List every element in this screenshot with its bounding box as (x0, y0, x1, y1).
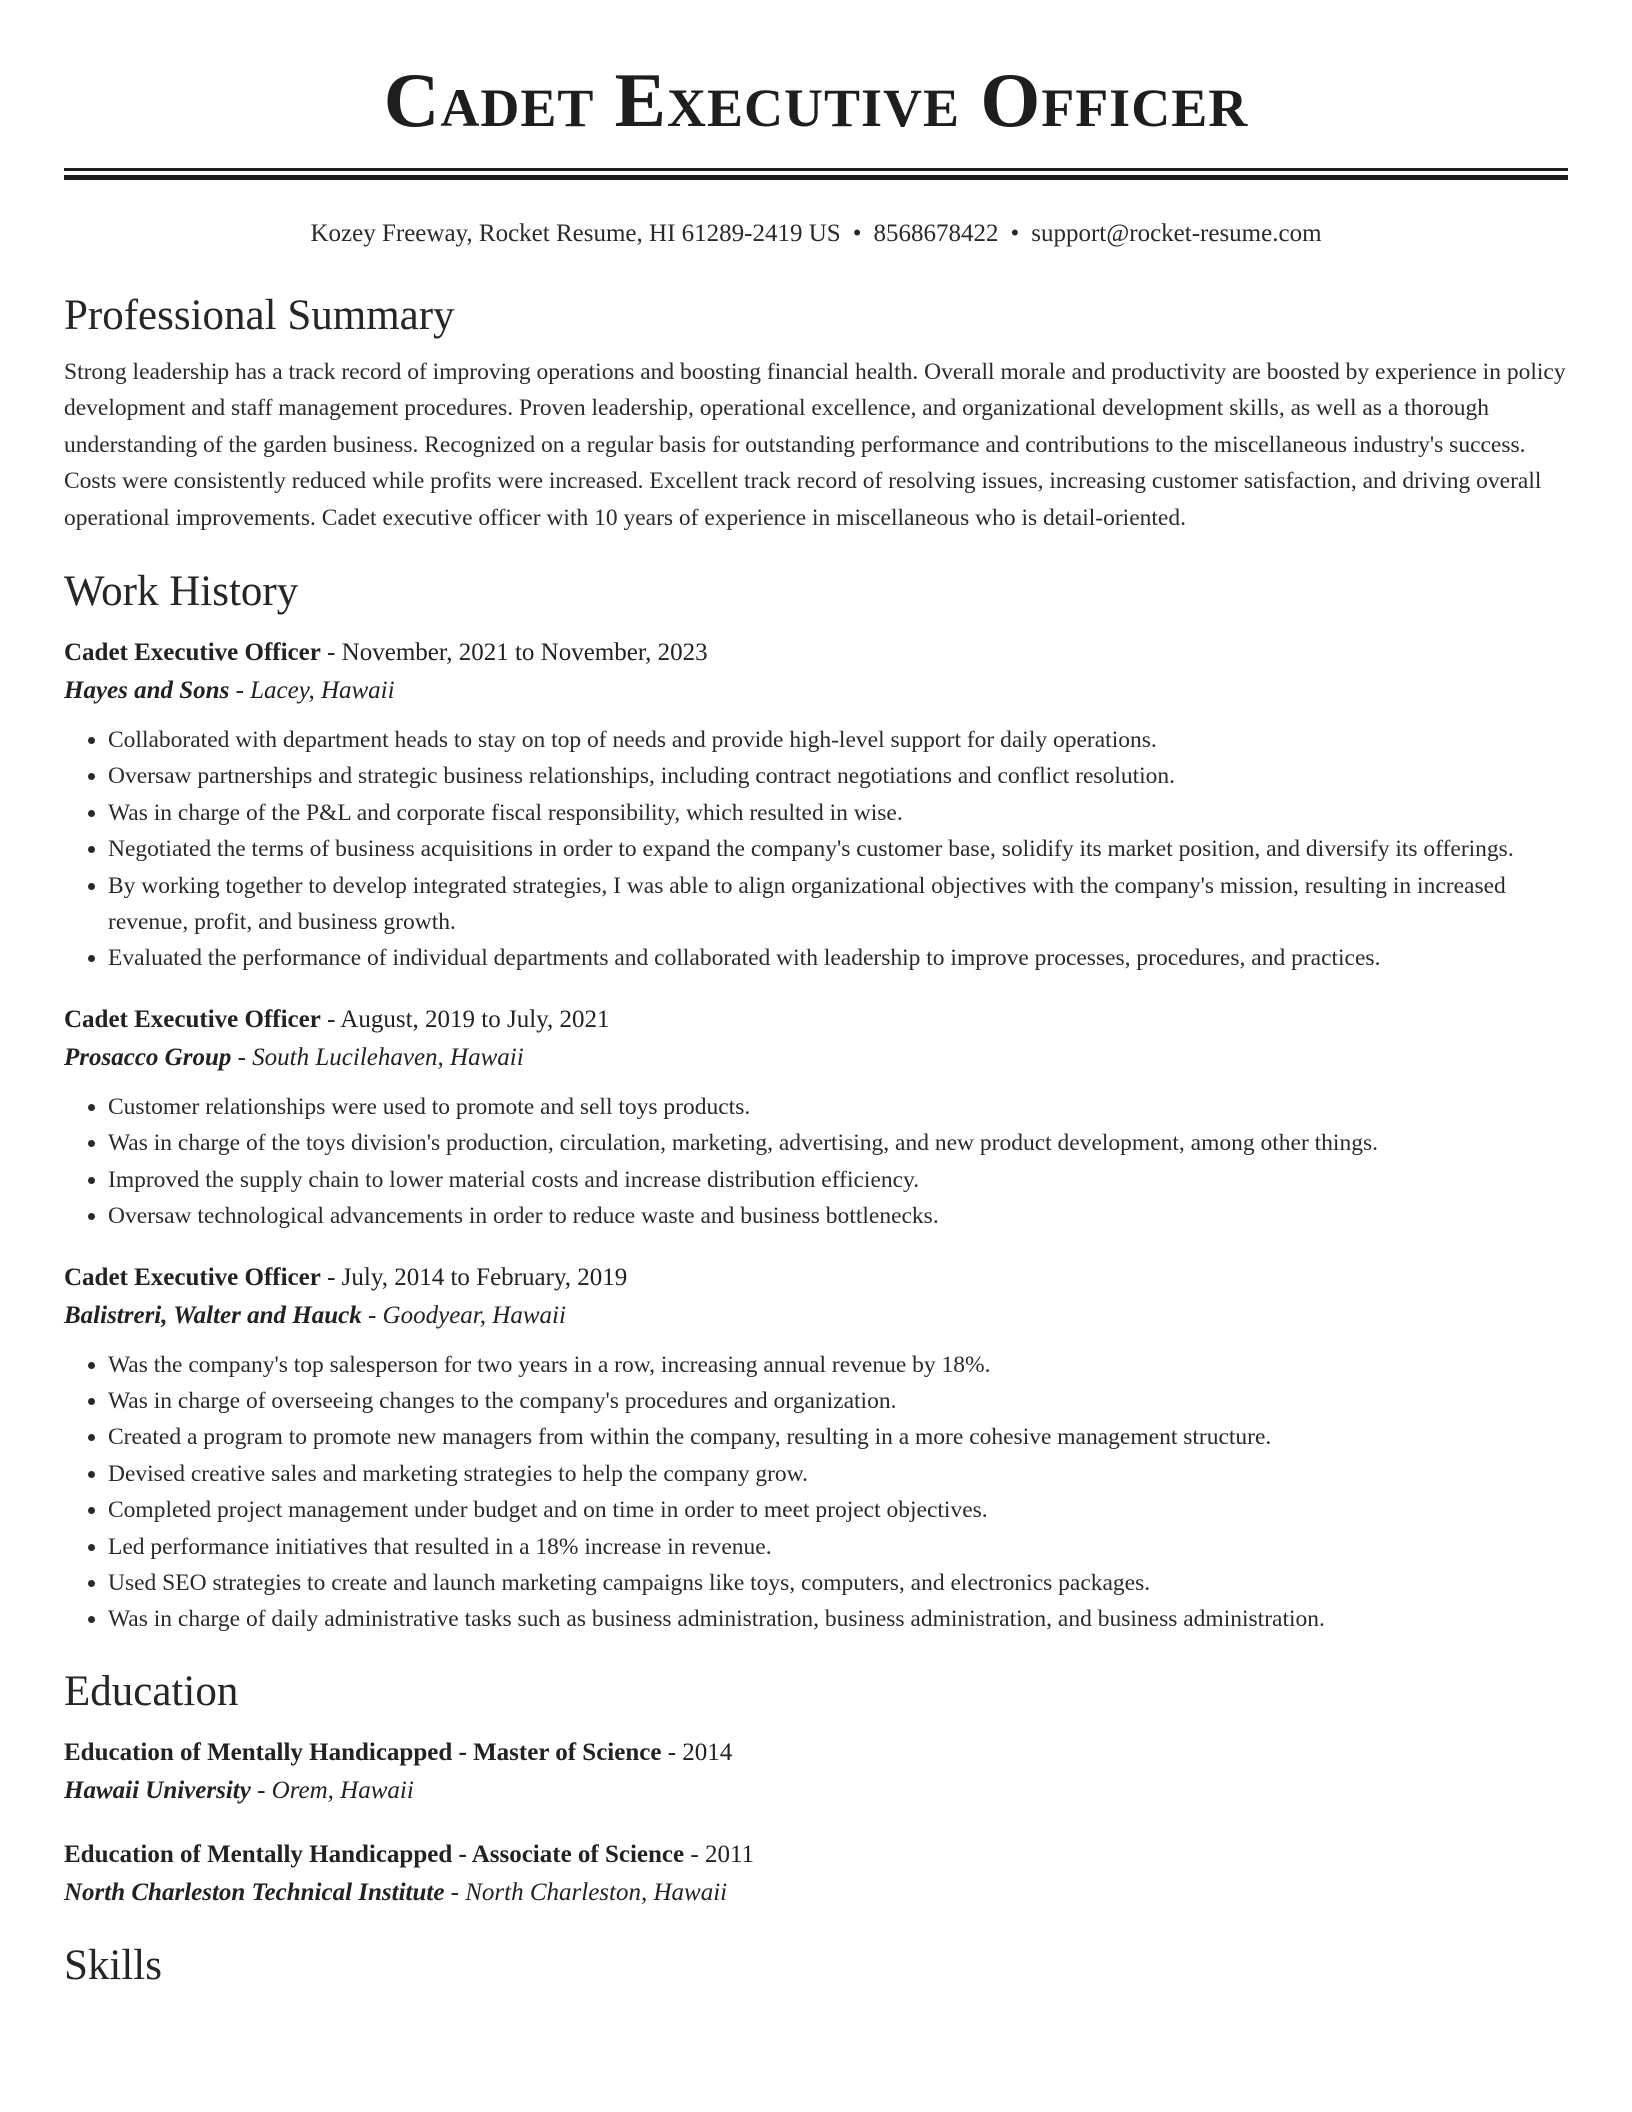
job-bullet: • Customer relationships were used to promote and sell toys products. (108, 1089, 1568, 1125)
work-history-heading: Work History (64, 568, 299, 616)
contact-address: Kozey Freeway, Rocket Resume, HI 61289-2419 US (310, 220, 841, 247)
education-school-line (64, 1774, 1568, 1808)
job-title-line (64, 1003, 1568, 1037)
education-year: - 2014 (661, 1738, 733, 1766)
job-location: - Goodyear, Hawaii (361, 1301, 566, 1329)
job-bullets (64, 1089, 1568, 1235)
job-bullet: • Negotiated the terms of business acquisitions in order to expand the company's customer base, solidify its market position, and diversify its offerings. (108, 831, 1568, 867)
resume-title: Cadet Executive Officer (383, 57, 1249, 143)
education-entry (64, 1838, 1568, 1910)
job-bullet: • Was the company's top salesperson for two years in a row, increasing annual revenue by 18%. (108, 1347, 1568, 1383)
education-degree: Education of Mentally Handicapped - Master of Science (64, 1738, 662, 1766)
job-title-line (64, 636, 1568, 670)
education-school: North Charleston Technical Institute (64, 1878, 445, 1906)
job-company-line (64, 1299, 1568, 1333)
job-bullet: • Was in charge of the toys division's production, circulation, marketing, advertising, and new product development, among other things. (108, 1125, 1568, 1161)
education-degree-line (64, 1838, 1568, 1872)
job-company: Hayes and Sons (64, 677, 230, 705)
job-bullet: • Oversaw partnerships and strategic business relationships, including contract negotiations and conflict resolution. (108, 758, 1568, 794)
job-company: Balistreri, Walter and Hauck (64, 1301, 362, 1329)
job-bullets (64, 722, 1568, 977)
job-bullet: • Completed project management under budget and on time in order to meet project objectives. (108, 1492, 1568, 1528)
job-title-line (64, 1261, 1568, 1295)
job-bullet: • Devised creative sales and marketing strategies to help the company grow. (108, 1456, 1568, 1492)
education-location: - North Charleston, Hawaii (444, 1878, 728, 1906)
job-bullet: • Was in charge of daily administrative tasks such as business administration, business administration, and business administration. (108, 1601, 1568, 1637)
title-divider-thick (64, 175, 1568, 180)
skills-heading: Skills (64, 1941, 162, 1989)
education-school: Hawaii University (64, 1776, 251, 1804)
job-location: - South Lucilehaven, Hawaii (231, 1043, 524, 1071)
job-dates: - November, 2021 to November, 2023 (320, 639, 708, 667)
job-bullets (64, 1347, 1568, 1638)
title-divider-thin (64, 168, 1568, 171)
job-bullet: • Oversaw technological advancements in order to reduce waste and business bottlenecks. (108, 1198, 1568, 1234)
education-year: - 2011 (684, 1840, 755, 1868)
job-bullet: • By working together to develop integrated strategies, I was able to align organizational objectives with the company's mission, resulting in increased revenue, profit, and business growth. (108, 868, 1568, 941)
job-role: Cadet Executive Officer (64, 639, 321, 667)
job-dates: - August, 2019 to July, 2021 (320, 1005, 610, 1033)
job-bullet: • Was in charge of overseeing changes to the company's procedures and organization. (108, 1383, 1568, 1419)
contact-separator: • (852, 220, 862, 247)
job-bullet: • Evaluated the performance of individual departments and collaborated with leadership to improve processes, procedures, and practices. (108, 940, 1568, 976)
education-degree-line (64, 1736, 1568, 1770)
education-school-line (64, 1876, 1568, 1910)
education-entry (64, 1736, 1568, 1808)
summary-heading: Professional Summary (64, 292, 455, 339)
contact-phone: 8568678422 (873, 220, 999, 247)
contact-separator: • (1010, 220, 1020, 247)
job-location: - Lacey, Hawaii (229, 677, 395, 705)
education-location: - Orem, Hawaii (250, 1776, 414, 1804)
job-bullet: • Was in charge of the P&L and corporate fiscal responsibility, which resulted in wise. (108, 795, 1568, 831)
contact-email: support@rocket-resume.com (1031, 220, 1322, 247)
job-company-line (64, 674, 1568, 708)
job-bullet: • Created a program to promote new managers from within the company, resulting in a more cohesive management structure. (108, 1419, 1568, 1455)
job-company: Prosacco Group (64, 1043, 232, 1071)
job-bullet: • Led performance initiatives that resulted in a 18% increase in revenue. (108, 1529, 1568, 1565)
job-entry (64, 1261, 1568, 1638)
job-entry (64, 1003, 1568, 1235)
contact-line (64, 218, 1568, 250)
job-bullet: • Used SEO strategies to create and launch marketing campaigns like toys, computers, and electronics packages. (108, 1565, 1568, 1601)
job-company-line (64, 1041, 1568, 1075)
job-dates: - July, 2014 to February, 2019 (320, 1263, 628, 1291)
job-role: Cadet Executive Officer (64, 1005, 321, 1033)
job-bullet: • Improved the supply chain to lower material costs and increase distribution efficiency. (108, 1162, 1568, 1198)
summary-text: Strong leadership has a track record of improving operations and boosting financial health. Overall morale and productivity are boosted by experience in policy development and staff management procedures. Proven leadership, operational excellence, and organizational development skills, as well as a thorough understanding of the garden business. Recognized on a regular basis for outstanding performance and contributions to the miscellaneous industry's success. Costs were consistently reduced while profits were increased. Excellent track record of resolving issues, increasing customer satisfaction, and driving overall operational improvements. Cadet executive officer with 10 years of experience in miscellaneous who is detail-oriented. (64, 359, 1566, 531)
job-bullet: • Collaborated with department heads to stay on top of needs and provide high-level support for daily operations. (108, 722, 1568, 758)
education-degree: Education of Mentally Handicapped - Associate of Science (64, 1840, 685, 1868)
job-role: Cadet Executive Officer (64, 1263, 321, 1291)
education-heading: Education (64, 1667, 239, 1715)
job-entry (64, 636, 1568, 977)
